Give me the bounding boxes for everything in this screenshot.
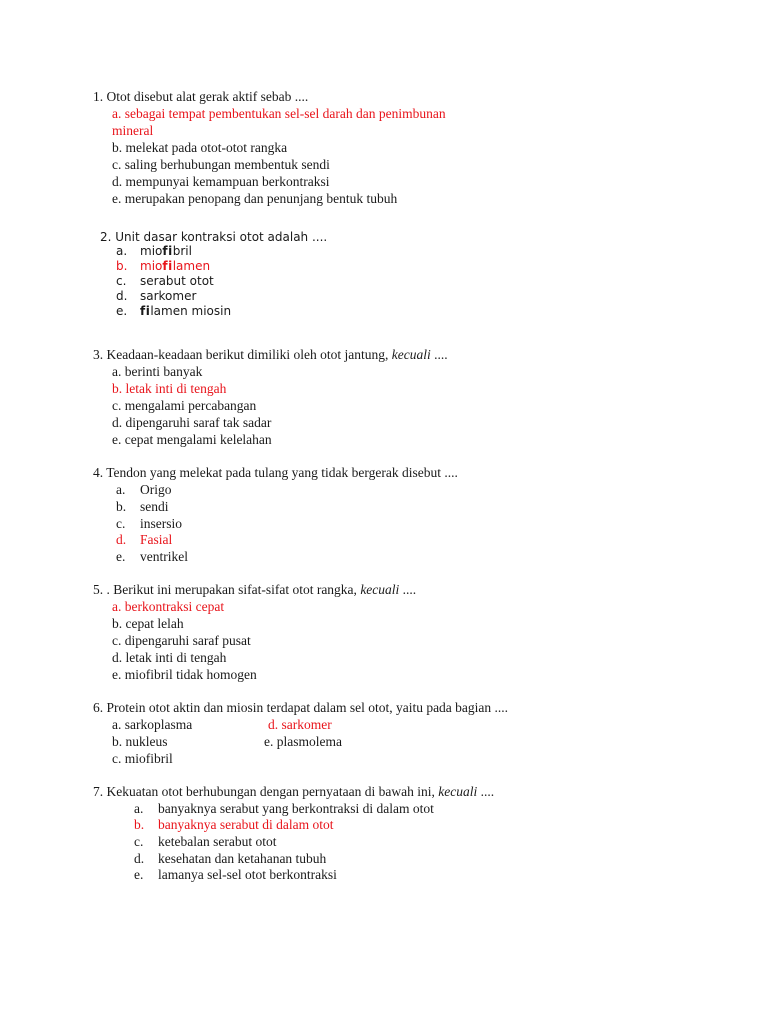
- option-text-ligature: fi: [140, 304, 151, 318]
- question-6-option-d: d. sarkomer: [268, 717, 332, 732]
- question-3-kecuali: kecuali: [391, 347, 431, 362]
- question-3-option-e: e. cepat mengalami kelelahan: [112, 432, 272, 447]
- option-label: e.: [116, 304, 128, 318]
- option-label: a.: [134, 801, 144, 816]
- option-text: sarkomer: [140, 289, 197, 303]
- question-7-option-d: [134, 850, 326, 867]
- question-7-dots: ....: [480, 784, 495, 799]
- question-3-option-b: b. letak inti di tengah: [112, 381, 227, 396]
- question-5-option-b: b. cepat lelah: [112, 616, 184, 631]
- question-6-option-c: c. miofibril: [112, 751, 173, 766]
- question-3-text: [93, 346, 448, 363]
- question-6-option-b: b. nukleus: [112, 734, 168, 749]
- question-3-option-a: a. berinti banyak: [112, 364, 203, 379]
- question-7-option-b: [134, 816, 333, 833]
- question-5-dots: ....: [402, 582, 417, 597]
- option-text: ketebalan serabut otot: [158, 834, 277, 849]
- question-1-option-d: d. mempunyai kemampuan berkontraksi: [112, 174, 330, 189]
- question-4-option-d: [116, 531, 172, 548]
- option-label: d.: [134, 851, 145, 866]
- question-6-text: 6. Protein otot aktin dan miosin terdapat dalam sel otot, yaitu pada bagian ....: [93, 700, 509, 715]
- question-4-option-c: [116, 515, 182, 532]
- question-5-text: [93, 581, 416, 598]
- option-text: lamanya sel-sel otot berkontraksi: [158, 867, 337, 882]
- option-text-post: lamen: [172, 259, 211, 273]
- option-label: a.: [116, 244, 128, 258]
- question-7-stem: 7. Kekuatan otot berhubungan dengan pernyataan di bawah ini,: [93, 784, 435, 799]
- question-5-kecuali: kecuali: [360, 582, 400, 597]
- option-label: a.: [116, 482, 126, 497]
- question-3-option-d: d. dipengaruhi saraf tak sadar: [112, 415, 272, 430]
- option-label: e.: [116, 549, 126, 564]
- question-7-option-a: [134, 800, 434, 817]
- question-5-option-e: e. miofibril tidak homogen: [112, 667, 257, 682]
- option-text: sendi: [140, 499, 169, 514]
- question-4-option-e: [116, 548, 188, 565]
- option-text: insersio: [140, 516, 182, 531]
- option-text-post: bril: [172, 244, 192, 258]
- option-text-pre: mio: [140, 244, 163, 258]
- question-3-dots: ....: [434, 347, 448, 362]
- question-6-option-e: e. plasmolema: [264, 734, 342, 749]
- option-label: e.: [134, 867, 144, 882]
- question-3-option-c: c. mengalami percabangan: [112, 398, 257, 413]
- question-6-option-a: a. sarkoplasma: [112, 717, 193, 732]
- question-2-text: 2. Unit dasar kontraksi otot adalah ....: [100, 230, 328, 244]
- option-label: c.: [134, 834, 144, 849]
- option-text-ligature: fi: [162, 259, 173, 273]
- question-3-stem: 3. Keadaan-keadaan berikut dimiliki oleh otot jantung,: [93, 347, 389, 362]
- question-1-option-b: b. melekat pada otot-otot rangka: [112, 140, 288, 155]
- question-7-option-c: [134, 833, 276, 850]
- option-text: banyaknya serabut di dalam otot: [158, 817, 334, 832]
- option-text: banyaknya serabut yang berkontraksi di dalam otot: [158, 801, 434, 816]
- option-text: Fasial: [140, 532, 173, 547]
- question-1-text: 1. Otot disebut alat gerak aktif sebab ....: [93, 89, 309, 104]
- option-label: b.: [116, 499, 127, 514]
- option-text: kesehatan dan ketahanan tubuh: [158, 851, 327, 866]
- option-text-post: lamen miosin: [150, 304, 232, 318]
- question-5-option-a: a. berkontraksi cepat: [112, 599, 225, 614]
- option-label: c.: [116, 274, 127, 288]
- question-1-option-e: e. merupakan penopang dan penunjang bentuk tubuh: [112, 191, 398, 206]
- option-text: Origo: [140, 482, 172, 497]
- question-5-option-c: c. dipengaruhi saraf pusat: [112, 633, 251, 648]
- option-label: b.: [116, 259, 128, 273]
- question-4-option-b: [116, 498, 169, 515]
- question-4-text: 4. Tendon yang melekat pada tulang yang tidak bergerak disebut ....: [93, 465, 458, 480]
- option-text-ligature: fi: [162, 244, 173, 258]
- question-7-option-e: [134, 866, 337, 883]
- question-1-option-c: c. saling berhubungan membentuk sendi: [112, 157, 330, 172]
- question-2-option-e: [116, 303, 231, 320]
- question-5-stem: 5. . Berikut ini merupakan sifat-sifat otot rangka,: [93, 582, 357, 597]
- option-label: d.: [116, 532, 127, 547]
- question-5-option-d: d. letak inti di tengah: [112, 650, 227, 665]
- question-1-option-a: a. sebagai tempat pembentukan sel-sel darah dan penimbunan: [112, 106, 446, 121]
- option-label: b.: [134, 817, 145, 832]
- option-text: ventrikel: [140, 549, 188, 564]
- question-7-kecuali: kecuali: [438, 784, 478, 799]
- option-text-pre: mio: [140, 259, 163, 273]
- option-text: serabut otot: [140, 274, 214, 288]
- question-1: [93, 88, 308, 105]
- question-7-text: [93, 783, 494, 800]
- question-4-option-a: [116, 481, 172, 498]
- question-1-option-a-cont: mineral: [112, 123, 154, 138]
- option-label: c.: [116, 516, 126, 531]
- option-label: d.: [116, 289, 128, 303]
